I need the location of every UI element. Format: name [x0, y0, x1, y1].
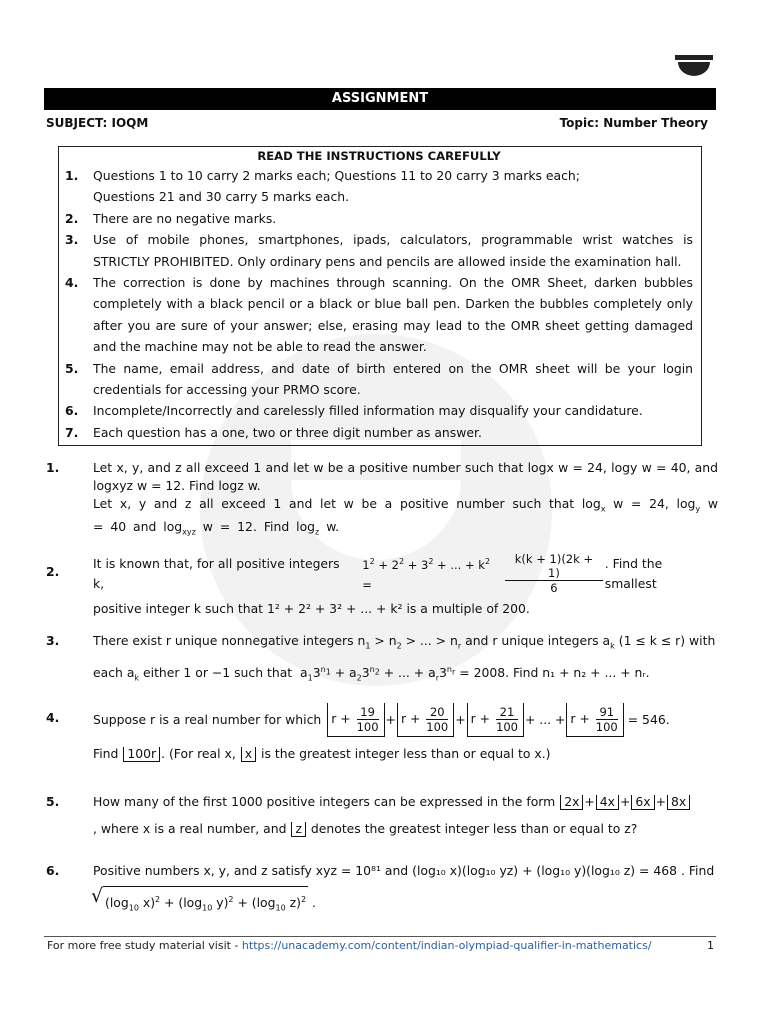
assignment-banner: ASSIGNMENT	[44, 88, 716, 110]
instruction-item: 6. Incomplete/Incorrectly and carelessly filled information may disqualify your candidature.	[65, 403, 643, 419]
question-6-formula: √ ($\log_{10}$ $x)^2 + (\log_{10}$ $y)^2 + (\log_{10}$ z)$^2$ .	[93, 886, 718, 920]
sum-of-squares-formula: $1^2 + 2^2 + 3^2$ + ... + $k^2$ =	[362, 557, 491, 592]
question-1-formula: Let x, y and z all exceed 1 and let w be a positive number such that $\log_x w = 24$, $\log_y w = 40$ and $\log_{xyz} w = 12$. Find $\log_z w$.	[93, 496, 718, 537]
question-4-equation: Suppose r is a real number for which r + $\frac{19}{100}$ + r + $\frac{20}{100}$ + r + $\frac{21}{100}$ + ... + r + $\frac{91}{100}$ = 546.	[93, 703, 718, 737]
question-1: 1. Let x, y, and z all exceed 1 and let w be a positive number such that logx w = 24, logy w = 40, and logxyz w = 12. Find logz w. Let x, y and z all exceed 1 and let w be a positive number such that $\log_x w = 24$, $\log_y w = 40$ and $\log_{xyz} w = 12$. Find $\log_z w$.	[46, 459, 718, 542]
unacademy-logo-icon	[674, 53, 714, 83]
footer-divider	[44, 936, 716, 937]
sum-fraction: $\frac{k(k + 1)(2k + 1)}{6}$	[505, 552, 603, 595]
question-5-text: How many of the first 1000 positive integers can be expressed in the form 2x + 4x + 6x + 8x	[93, 791, 718, 813]
question-4: 4. Suppose r is a real number for which r + $\frac{19}{100}$ + r + $\frac{20}{100}$ + r + $\frac{21}{100}$ + ... + r + $\frac{91}{100}$ = 546. Find 100r . (For real x, x is the greatest integer less than or equal to x.)	[46, 703, 718, 765]
page-number: 1	[707, 939, 714, 952]
instruction-item: 5. The name, email address, and date of birth entered on the OMR sheet will be your login credentials for accessing your PRMO score.	[65, 360, 693, 398]
instruction-item: 4. The correction is done by machines through scanning. On the OMR Sheet, darken bubbles completely with a black pencil or a black or blue ball pen. Darken the bubbles completely only after you are sure of your answer; else, erasing may lead to the OMR sheet getting damaged and the machine may not be able to read the answer.	[65, 275, 693, 355]
question-4-find: Find 100r . (For real x, x is the greatest integer less than or equal to x.)	[93, 746, 551, 761]
question-5: 5. How many of the first 1000 positive integers can be expressed in the form 2x + 4x + 6x + 8x , where x is a real number, and z denotes the greatest integer less than or equal to z?	[46, 791, 718, 840]
instruction-item: 2. There are no negative marks.	[65, 210, 277, 226]
study-material-link[interactable]: https://unacademy.com/content/indian-olympiad-qualifier-in-mathematics/	[241, 939, 652, 952]
question-3: 3. There exist r unique nonnegative integers $n_1 > n_2$ > ... > $n_r$ and r unique integers $a_k$ (1 ≤ k ≤ r) with each $a_k$ either 1 or −1 such that $a_13^{n_1} + a_23^{n_2}$ + ... + $a_r3^{n_r} = 2008$. Find n₁ + n₂ + ... + nᵣ.	[46, 630, 718, 690]
question-2: 2. It is known that, for all positive integers k, $1^2 + 2^2 + 3^2$ + ... + $k^2$ = $\frac{k(k + 1)(2k + 1)}{6}$ . Find the smallest positive integer k such that 1² + 2² + 3² + ... + k² is a multiple of 200.	[46, 552, 663, 616]
instructions-title: READ THE INSTRUCTIONS CAREFULLY	[257, 149, 501, 163]
question-1-text: Let x, y, and z all exceed 1 and let w be a positive number such that logx w = 24, logy w = 40, and logxyz w = 12. Find logz w.	[93, 460, 718, 493]
subject-label: SUBJECT: IOQM	[46, 116, 149, 130]
instruction-item: 1. Questions 1 to 10 carry 2 marks each; Questions 11 to 20 carry 3 marks each; Questions 21 and 30 carry 5 marks each.	[65, 168, 580, 205]
instruction-item: 3. Use of mobile phones, smartphones, ipads, calculators, programmable wrist watches is STRICTLY PROHIBITED. Only ordinary pens and pencils are allowed inside the examination hall.	[65, 232, 693, 269]
question-3-text: There exist r unique nonnegative integers $n_1 > n_2$ > ... > $n_r$ and r unique integers $a_k$ (1 ≤ k ≤ r) with	[93, 633, 716, 651]
question-6-text: Positive numbers x, y, and z satisfy xyz = 10⁸¹ and (log₁₀ x)(log₁₀ yz) + (log₁₀ y)(log₁₀ z) = 468 . Find	[93, 863, 715, 878]
topic-label: Topic: Number Theory	[559, 116, 708, 130]
question-6: 6. Positive numbers x, y, and z satisfy xyz = 10⁸¹ and (log₁₀ x)(log₁₀ yz) + (log₁₀ y)(log₁₀ z) = 468 . Find √ ($\log_{10}$ $x)^2 + (\log_{10}$ $y)^2 + (\log_{10}$ z)$^2$ .	[46, 860, 718, 920]
instruction-item: 7. Each question has a one, two or three digit number as answer.	[65, 424, 482, 440]
question-3-formula: each $a_k$ either 1 or −1 such that $a_13^{n_1} + a_23^{n_2}$ + ... + $a_r3^{n_r} = 2008$. Find n₁ + n₂ + ... + nᵣ.	[93, 665, 650, 684]
instructions-box	[58, 146, 702, 446]
footer: For more free study material visit - https://unacademy.com/content/indian-olympiad-qualifier-in-mathematics/	[47, 939, 652, 952]
